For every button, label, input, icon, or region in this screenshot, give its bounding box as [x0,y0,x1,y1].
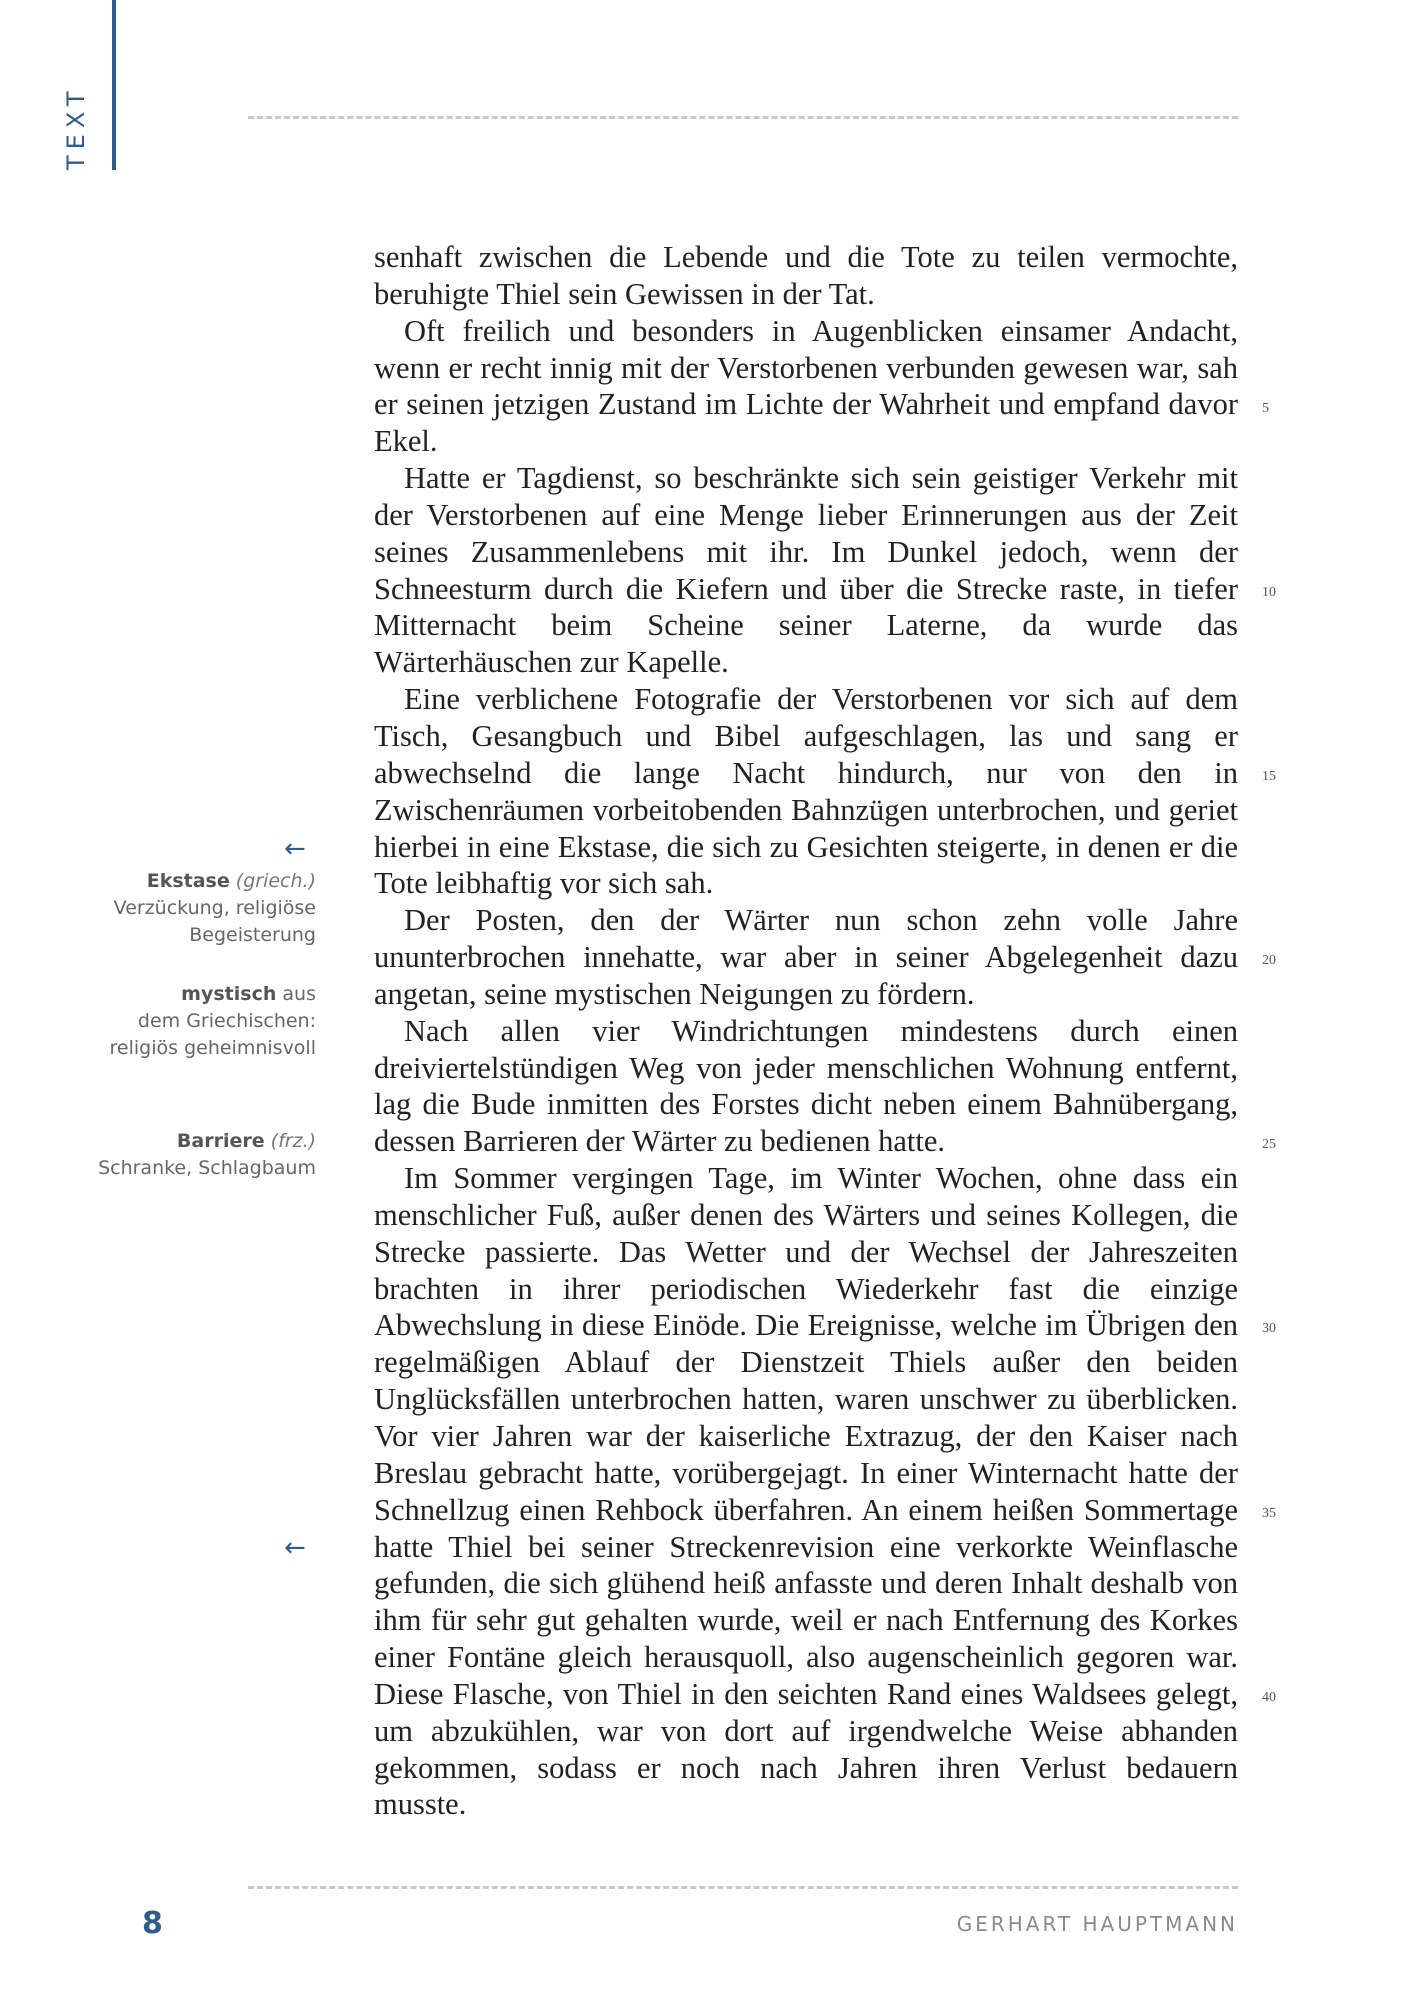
gloss-term: mystisch [181,983,277,1005]
gloss-term: Ekstase [146,870,230,892]
line-number: 25 [1262,1137,1276,1152]
line-number: 15 [1262,769,1276,784]
paragraph: Oft freilich und besonders in Augenblicken einsamer Andacht, wenn er recht innig mit der Verstorbenen verbunden gewesen war, sah er seinen jetzigen Zustand im Lichte der Wahrheit und empfand davor Ekel. [374,313,1238,459]
gloss-definition: Verzückung, religiöse Begeisterung [113,897,316,946]
arrow-left-icon: ← [284,834,306,864]
line-number: 30 [1262,1321,1276,1336]
section-marker-bar [112,0,116,170]
gloss-entry-ekstase [86,868,316,949]
arrow-left-icon: ← [284,1533,306,1563]
author-name: GERHART HAUPTMANN [956,1912,1238,1936]
line-number: 35 [1262,1506,1276,1521]
paragraph: senhaft zwischen die Lebende und die Tote zu teilen vermochte, beruhigte Thiel sein Gewissen in der Tat. [374,240,1238,311]
gloss-definition: dem Griechischen: religiös geheimnisvoll [109,1010,316,1059]
paragraph: Hatte er Tagdienst, so beschränkte sich sein geistiger Verkehr mit der Verstorbenen auf eine Menge lieber Erinnerungen aus der Zeit seines Zusammenlebens mit ihr. Im Dunkel jedoch, wenn der Schneesturm durch die Kiefern und über die Strecke raste, in tiefer Mitternacht beim Scheine seiner Laterne, da wurde das Wärterhäuschen zur Kapelle. [374,461,1238,680]
page-number: 8 [142,1906,163,1941]
gloss-origin: (frz.) [270,1130,316,1152]
line-number: 40 [1262,1690,1276,1705]
gloss-term: Barriere [176,1130,265,1152]
paragraph: Im Sommer vergingen Tage, im Winter Wochen, ohne dass ein menschlicher Fuß, außer denen des Wärters und seines Kollegen, die Strecke passierte. Das Wetter und der Wechsel der Jahreszeiten brachten in ihrer periodischen Wiederkehr fast die einzige Abwechslung in diese Einöde. Die Ereignisse, welche im Übrigen den regelmäßigen Ablauf der Dienstzeit Thiels außer den beiden Unglücksfällen unterbrochen hatten, waren unschwer zu überblicken. Vor vier Jahren war der kaiserliche Extrazug, der den Kaiser nach Breslau gebracht hatte, vorübergejagt. In einer Winternacht hatte der Schnellzug einen Rehbock überfahren. An einem heißen Sommertage hatte Thiel bei seiner Streckenrevision eine verkorkte Weinflasche gefunden, die sich glühend heiß anfasste und deren Inhalt deshalb von ihm für sehr gut gehalten wurde, weil er nach Entfernung des Korkes einer Fontäne gleich herausquoll, also augenscheinlich gegoren war. Diese Flasche, von Thiel in den seichten Rand eines Waldsees gelegt, um abzukühlen, war von dort auf irgendwelche Weise abhanden gekommen, sodass er noch nach Jahren ihren Verlust bedauern musste. [374,1161,1238,1822]
gloss-definition: Schranke, Schlagbaum [98,1157,316,1179]
paragraph: Der Posten, den der Wärter nun schon zehn volle Jahre ununterbrochen innehatte, war aber in seiner Abgelegenheit dazu angetan, seine mystischen Neigungen zu fördern. [374,903,1238,1011]
bottom-divider [248,1886,1238,1889]
main-text [374,239,1238,1823]
top-divider [248,116,1238,119]
section-label: TEXT [62,85,90,170]
paragraph: Nach allen vier Windrichtungen mindestens durch einen dreiviertelstündigen Weg von jeder menschlichen Wohnung entfernt, lag die Bude inmitten des Forstes dicht neben einem Bahnübergang, dessen Barrieren der Wärter zu bedienen hatte. [374,1013,1238,1159]
line-number: 20 [1262,953,1276,968]
line-number: 5 [1262,401,1269,416]
line-number: 10 [1262,585,1276,600]
gloss-entry-barriere [86,1128,316,1182]
gloss-origin: (griech.) [235,870,316,892]
paragraph: Eine verblichene Fotografie der Verstorbenen vor sich auf dem Tisch, Gesangbuch und Bibel aufgeschlagen, las und sang er abwechselnd die lange Nacht hindurch, nur von den in Zwischenräumen vorbeitobenden Bahnzügen unterbrochen, und geriet hierbei in eine Ekstase, die sich zu Gesichten steigerte, in denen er die Tote leibhaftig vor sich sah. [374,682,1238,901]
gloss-origin: aus [282,983,316,1005]
gloss-entry-mystisch [86,981,316,1062]
